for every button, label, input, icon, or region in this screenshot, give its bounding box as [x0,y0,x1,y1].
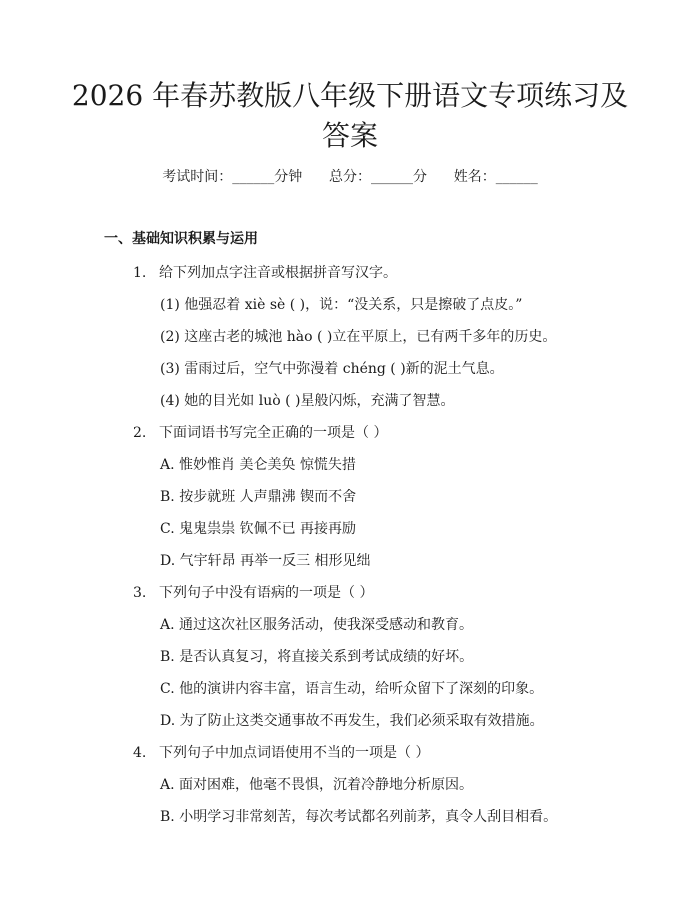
question-2 [133,422,387,442]
question-2-option-d: D. 气宇轩昂 再举一反三 相形见绌 [160,553,371,569]
title-line-2: 答案 [321,119,378,152]
question-1 [133,262,397,282]
question-2-option-c: C. 鬼鬼祟祟 钦佩不已 再接再励 [160,521,357,537]
title-line-1: 2026 年春苏教版八年级下册语文专项练习及 [71,79,629,112]
question-4 [133,742,429,762]
document-title [60,76,640,156]
question-stem: 下面词语书写完全正确的一项是（ ） [159,425,388,441]
question-1-item-1: (1) 他强忍着 xiè sè ( )，说：“没关系，只是擦破了点皮。” [160,297,523,313]
question-1-item-2: (2) 这座古老的城池 hào ( )立在平原上，已有两千多年的历史。 [160,329,557,345]
question-stem: 下列句子中没有语病的一项是（ ） [159,585,374,601]
question-number: 2. [133,425,147,441]
section-heading: 一、基础知识积累与运用 [104,231,258,247]
question-4-option-a: A. 面对困难，他毫不畏惧，沉着冷静地分析原因。 [160,777,474,793]
question-4-option-b: B. 小明学习非常刻苦，每次考试都名列前茅，真令人刮目相看。 [160,809,558,825]
question-2-option-a: A. 惟妙惟肖 美仑美奂 惊慌失措 [160,457,356,473]
question-3-option-d: D. 为了防止这类交通事故不再发生，我们必须采取有效措施。 [160,713,544,729]
question-3-option-a: A. 通过这次社区服务活动，使我深受感动和教育。 [160,617,474,633]
question-3 [133,582,373,602]
exam-meta-line: 考试时间：______分钟 总分：______分 姓名：______ [162,169,538,185]
question-stem: 给下列加点字注音或根据拼音写汉字。 [159,265,397,281]
question-1-item-3: (3) 雷雨过后，空气中弥漫着 chéng ( )新的泥土气息。 [160,361,504,377]
question-1-item-4: (4) 她的目光如 luò ( )星般闪烁，充满了智慧。 [160,393,455,409]
question-number: 4. [133,745,147,761]
question-stem: 下列句子中加点词语使用不当的一项是（ ） [159,745,430,761]
question-3-option-c: C. 他的演讲内容丰富，语言生动，给听众留下了深刻的印象。 [160,681,544,697]
question-number: 3. [133,585,147,601]
question-number: 1. [133,265,147,281]
question-2-option-b: B. 按步就班 人声鼎沸 锲而不舍 [160,489,357,505]
question-3-option-b: B. 是否认真复习，将直接关系到考试成绩的好坏。 [160,649,474,665]
